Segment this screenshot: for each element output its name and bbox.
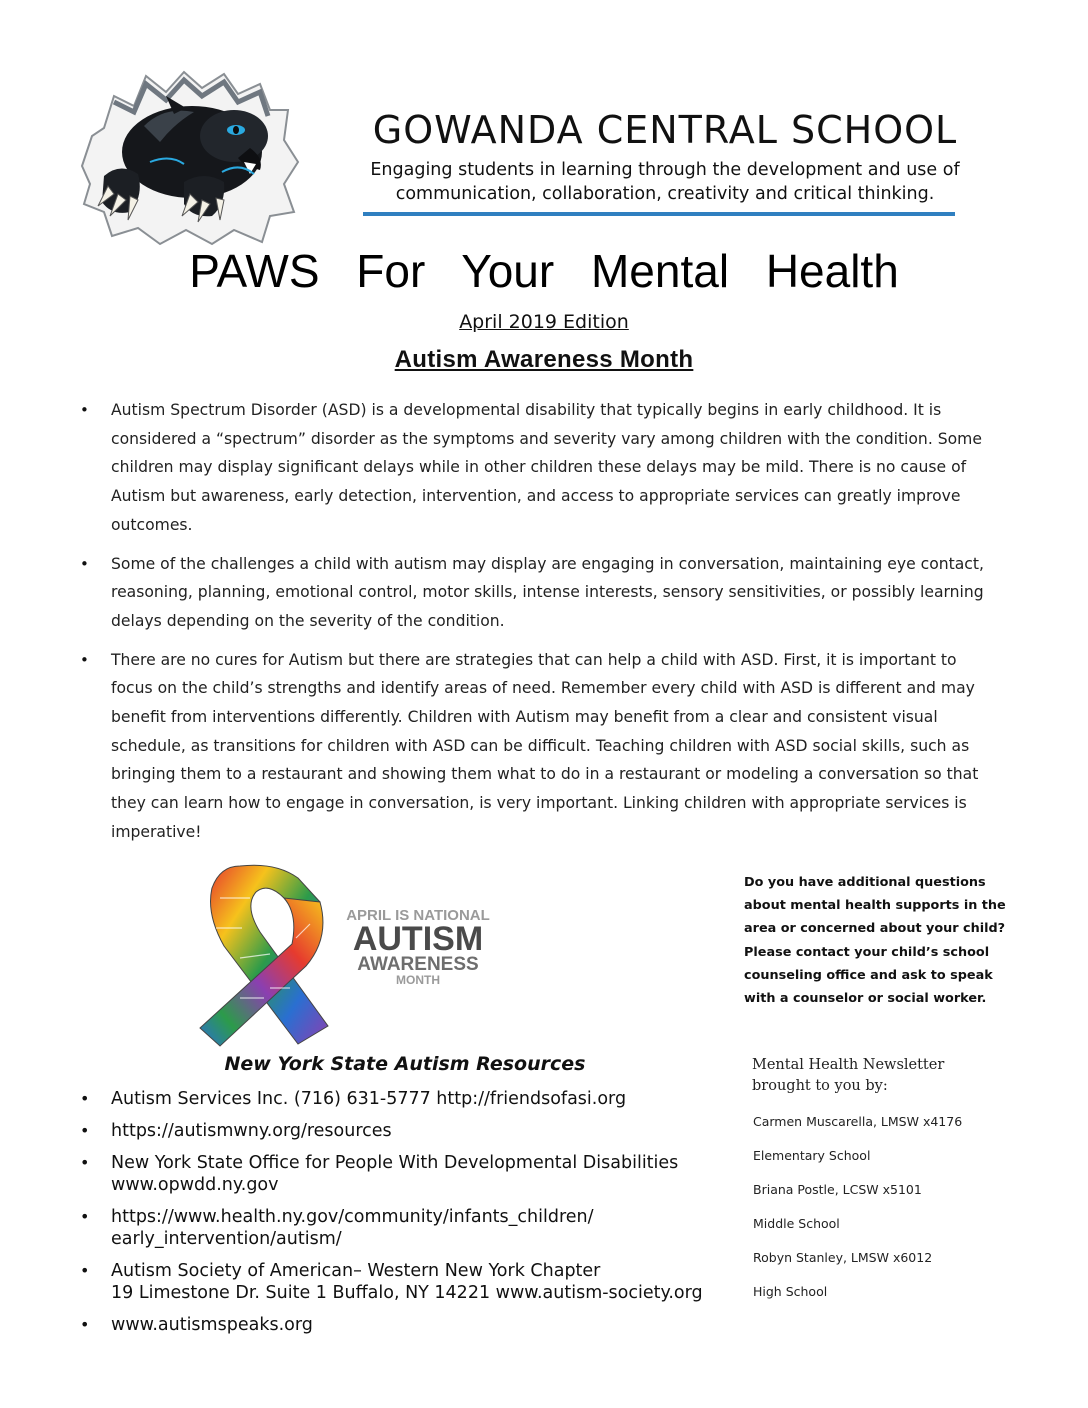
resource-line[interactable]: • Autism Services Inc. (716) 631-5777 http://friendsofasi.org [111, 1089, 627, 1109]
resource-line[interactable]: • https://autismwny.org/resources [111, 1121, 392, 1141]
credits-title-line: Mental Health Newsletter [752, 1057, 945, 1073]
resource-line: • New York State Office for People With Developmental Disabilities [111, 1153, 679, 1173]
school-name: GOWANDA CENTRAL SCHOOL [372, 108, 958, 152]
subject-heading: Autism Awareness Month [394, 346, 694, 373]
school-tagline [330, 158, 1000, 206]
contact-note: Do you have additional questions about mental health supports in the area or concerned about your child? Please contact your child’s school counseling office and ask to speak with a counselor or social worker. [744, 875, 1006, 1007]
resources-title: New York State Autism Resources [224, 1053, 586, 1075]
resource-item[interactable] [76, 1206, 746, 1250]
tagline-line: communication, collaboration, creativity and critical thinking. [395, 184, 935, 204]
resource-line[interactable]: • https://www.health.ny.gov/community/infants_children/ [111, 1207, 594, 1227]
resource-item[interactable] [76, 1260, 746, 1304]
tagline-line: Engaging students in learning through the development and use of [370, 160, 960, 180]
newsletter-title: PAWS For Your Mental Health [189, 245, 899, 297]
autism-info-list [76, 396, 996, 857]
ribbon-text-line1: APRIL IS NATIONAL [346, 907, 490, 924]
resource-line[interactable]: 19 Limestone Dr. Suite 1 Buffalo, NY 14221 www.autism-society.org [111, 1283, 703, 1303]
credit-line: Middle School [753, 1216, 840, 1231]
resource-line: • Autism Society of American– Western New York Chapter [111, 1261, 601, 1281]
header-divider [363, 212, 955, 216]
ribbon-text-line3: AWARENESS [357, 954, 479, 975]
list-item: • Some of the challenges a child with autism may display are engaging in conversation, maintaining eye contact, reasoning, planning, emotional control, motor skills, intense interests, sensory sensitivities, or possibly learning delays depending on the severity of the condition. [76, 550, 996, 636]
ribbon-text-line4: MONTH [396, 973, 440, 987]
credit-line: Elementary School [753, 1148, 871, 1163]
credit-line: Briana Postle, LCSW x5101 [753, 1182, 922, 1197]
edition-label: April 2019 Edition [459, 311, 629, 333]
resource-item[interactable] [76, 1088, 746, 1110]
credit-line: Robyn Stanley, LMSW x6012 [753, 1250, 933, 1265]
panther-mascot-icon [74, 66, 302, 246]
credits-list [753, 1113, 1013, 1317]
puzzle-ribbon-icon [180, 858, 520, 1048]
resources-list [76, 1088, 746, 1346]
credit-line: Carmen Muscarella, LMSW x4176 [753, 1114, 963, 1129]
resource-item[interactable] [76, 1152, 746, 1196]
resource-line[interactable]: early_intervention/autism/ [111, 1229, 342, 1249]
credits-title [752, 1055, 982, 1097]
resource-item[interactable] [76, 1314, 746, 1336]
ribbon-text-line2: AUTISM [352, 920, 484, 958]
credit-line: High School [753, 1284, 828, 1299]
list-item: • There are no cures for Autism but there are strategies that can help a child with ASD. First, it is important to focus on the child’s strengths and identify areas of need. Remember every child with ASD is different and may benefit from interventions differently. Children with Autism may benefit from a clear and consistent visual schedule, as transitions for children with ASD can be difficult. Teaching children with ASD social skills, such as bringing them to a restaurant and showing them what to do in a restaurant or modeling a conversation so that they can learn how to engage in conversation, is very important. Linking children with appropriate services is imperative! [76, 646, 996, 847]
credits-title-line: brought to you by: [752, 1078, 888, 1094]
resource-link[interactable]: www.opwdd.ny.gov [111, 1175, 279, 1195]
resource-line[interactable]: • www.autismspeaks.org [111, 1315, 313, 1335]
list-item: • Autism Spectrum Disorder (ASD) is a developmental disability that typically begins in early childhood. It is considered a “spectrum” disorder as the symptoms and severity vary among children with the condition. Some children may display significant delays while in other children these delays may be mild. There is no cause of Autism but awareness, early detection, intervention, and access to appropriate services can greatly improve outcomes. [76, 396, 996, 540]
resource-item[interactable] [76, 1120, 746, 1142]
